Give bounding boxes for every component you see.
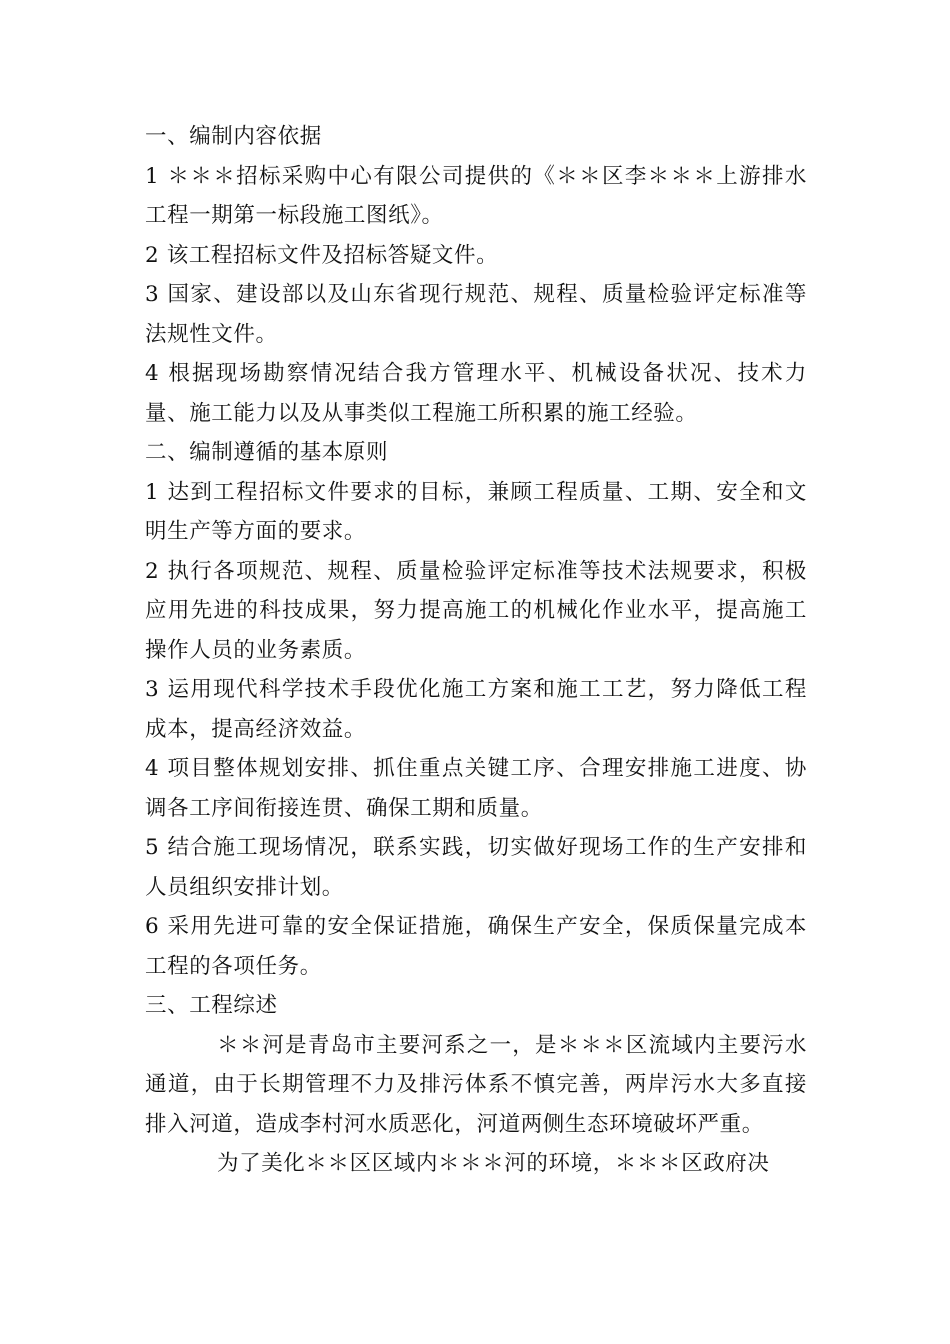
paragraph-2-2: 2 执行各项规范、规程、质量检验评定标准等技术法规要求，积极应用先进的科技成果，努力提高施工的机械化作业水平，提高施工操作人员的业务素质。 <box>145 558 807 663</box>
paragraph-1-3: 3 国家、建设部以及山东省现行规范、规程、质量检验评定标准等法规性文件。 <box>145 282 807 347</box>
paragraph-1-4: 4 根据现场勘察情况结合我方管理水平、机械设备状况、技术力量、施工能力以及从事类似工程施工所积累的施工经验。 <box>145 361 807 426</box>
paragraph-3-1: ＊＊河是青岛市主要河系之一，是＊＊＊区流域内主要污水通道，由于长期管理不力及排污体系不慎完善，两岸污水大多直接排入河道，造成李村河水质恶化，河道两侧生态环境破坏严重。 <box>145 1032 807 1137</box>
paragraph-2-4: 4 项目整体规划安排、抓住重点关键工序、合理安排施工进度、协调各工序间衔接连贯、确保工期和质量。 <box>145 756 807 821</box>
section-heading-1: 一、编制内容依据 <box>145 124 322 149</box>
paragraph-1-2: 2 该工程招标文件及招标答疑文件。 <box>145 242 499 268</box>
paragraph-2-3: 3 运用现代科学技术手段优化施工方案和施工工艺，努力降低工程成本，提高经济效益。 <box>145 677 807 742</box>
paragraph-3-2: 为了美化＊＊区区域内＊＊＊河的环境，＊＊＊区政府决 <box>217 1151 770 1176</box>
paragraph-2-6: 6 采用先进可靠的安全保证措施，确保生产安全，保质保量完成本工程的各项任务。 <box>145 914 807 979</box>
paragraph-2-5: 5 结合施工现场情况，联系实践，切实做好现场工作的生产安排和人员组织安排计划。 <box>145 835 807 900</box>
paragraph-2-1: 1 达到工程招标文件要求的目标，兼顾工程质量、工期、安全和文明生产等方面的要求。 <box>145 479 807 544</box>
paragraph-1-1: 1 ＊＊＊招标采购中心有限公司提供的《＊＊区李＊＊＊上游排水工程一期第一标段施工图纸》。 <box>145 163 807 228</box>
section-heading-3: 三、工程综述 <box>145 993 278 1018</box>
section-heading-2: 二、编制遵循的基本原则 <box>145 440 389 465</box>
document-body <box>145 117 807 1184</box>
